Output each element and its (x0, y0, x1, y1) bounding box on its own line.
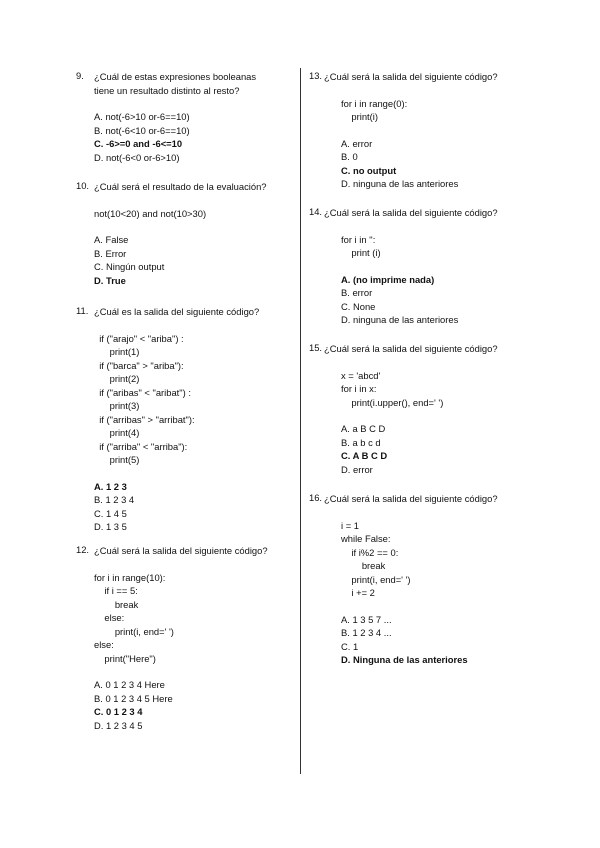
code-block (94, 332, 293, 467)
code-line: x = 'abcd' (341, 369, 381, 381)
answer-options (94, 233, 293, 287)
question-prompt: ¿Cuál será la salida del siguiente código? (324, 207, 498, 218)
option: B. a b c d (341, 436, 381, 448)
answer-options (94, 678, 293, 732)
option: D. ninguna de las anteriores (341, 314, 459, 325)
option: B. 0 (341, 151, 358, 162)
code-line: print(3) (94, 400, 140, 411)
option: A. False (94, 234, 129, 245)
option: A. 0 1 2 3 4 Here (94, 679, 165, 690)
code-line: if ("arriba" < "arriba"): (94, 440, 188, 452)
option: B. Error (94, 247, 127, 259)
question-prompt: ¿Cuál de estas expresiones booleanas (94, 71, 257, 82)
question-prompt: ¿Cuál será la salida del siguiente código? (94, 545, 268, 556)
code-line: if i == 5: (94, 585, 138, 596)
question-prompt: ¿Cuál será la salida del siguiente código? (324, 71, 498, 82)
question-number: 9. (76, 70, 84, 81)
code-line: i = 1 (341, 519, 359, 531)
code-line: for i in x: (341, 383, 377, 394)
correct-option: D. True (94, 274, 126, 286)
question-number: 14. (309, 206, 323, 217)
code-block (341, 97, 539, 124)
question-number: 11. (76, 305, 89, 316)
question-body (324, 342, 539, 476)
option: A. a B C D (341, 423, 386, 434)
code-block (341, 519, 539, 600)
code-line: print (i) (341, 247, 381, 258)
code-line: if ("arribas" > "arribat"): (94, 413, 195, 425)
correct-option: D. Ninguna de las anteriores (341, 654, 468, 665)
question-body (94, 70, 293, 164)
question-12 (78, 544, 293, 732)
option: A. error (341, 137, 373, 149)
code-line: break (94, 598, 139, 610)
correct-option: C. -6>=0 and -6<=10 (94, 138, 183, 149)
option: D. 1 3 5 (94, 521, 127, 532)
question-15 (309, 342, 539, 476)
question-body (94, 180, 293, 287)
question-body (94, 305, 293, 534)
question-13 (309, 70, 539, 191)
option: C. 1 (341, 640, 359, 652)
question-body (94, 544, 293, 732)
question-prompt: ¿Cuál es la salida del siguiente código? (94, 306, 260, 317)
question-body (324, 70, 539, 191)
code-line: while False: (341, 533, 391, 544)
option: B. 1 2 3 4 ... (341, 627, 392, 638)
code-line: not(10<20) and not(10>30) (94, 207, 207, 219)
code-line: print(i, end=' ') (94, 625, 174, 637)
answer-options (94, 480, 293, 534)
code-line: if ("aribas" < "aribat") : (94, 386, 191, 398)
code-line: else: (94, 612, 125, 623)
code-line: for i in '': (341, 233, 376, 245)
option: C. None (341, 300, 376, 312)
code-line: if ("barca" > "ariba"): (94, 359, 184, 371)
option: C. 1 4 5 (94, 507, 127, 519)
option: A. 1 3 5 7 ... (341, 613, 392, 625)
question-prompt: ¿Cuál será la salida del siguiente código? (324, 343, 498, 354)
question-number: 16. (309, 492, 323, 503)
question-body (324, 492, 539, 667)
option: B. 0 1 2 3 4 5 Here (94, 692, 173, 704)
code-line: print(4) (94, 427, 140, 438)
option: B. error (341, 287, 373, 298)
option: B. not(-6<10 or-6==10) (94, 124, 190, 136)
option: D. error (341, 463, 373, 475)
option: D. not(-6<0 or-6>10) (94, 151, 180, 163)
option: C. Ningún output (94, 261, 165, 272)
code-line: else: (94, 639, 114, 650)
question-body (324, 206, 539, 327)
correct-option: A. 1 2 3 (94, 480, 127, 492)
code-line: if ("arajo" < "ariba") : (94, 332, 184, 344)
correct-option: C. A B C D (341, 450, 388, 461)
answer-options (94, 110, 293, 164)
answer-options (341, 422, 539, 476)
code-line: for i in range(0): (341, 97, 408, 109)
question-number: 15. (309, 342, 323, 353)
correct-option: C. 0 1 2 3 4 (94, 706, 143, 717)
answer-options (341, 613, 539, 667)
code-line: print("Here") (94, 652, 156, 664)
question-number: 13. (309, 70, 323, 81)
code-line: print(1) (94, 346, 140, 357)
code-line: break (341, 560, 386, 571)
code-line: for i in range(10): (94, 571, 166, 583)
question-16 (309, 492, 539, 667)
correct-option: C. no output (341, 164, 397, 176)
option: D. ninguna de las anteriores (341, 178, 459, 189)
code-line: print(i, end=' ') (341, 573, 411, 585)
option: A. not(-6>10 or-6==10) (94, 111, 190, 122)
option: B. 1 2 3 4 (94, 494, 135, 505)
code-line: if i%2 == 0: (341, 546, 399, 558)
correct-option: A. (no imprime nada) (341, 273, 435, 285)
question-number: 10. (76, 180, 90, 191)
question-number: 12. (76, 544, 90, 555)
question-14 (309, 206, 539, 327)
code-block (94, 207, 293, 221)
code-block (94, 571, 293, 666)
code-block (341, 369, 539, 410)
answer-options (341, 137, 539, 191)
code-line: print(i.upper(), end=' ') (341, 396, 444, 408)
question-11 (78, 305, 293, 534)
code-line: print(i) (341, 111, 378, 122)
code-line: print(2) (94, 373, 140, 384)
question-10 (78, 180, 293, 287)
answer-options (341, 273, 539, 327)
question-prompt: ¿Cuál será el resultado de la evaluación? (94, 181, 267, 192)
code-line: i += 2 (341, 587, 375, 598)
question-prompt-cont: tiene un resultado distinto al resto? (94, 84, 240, 96)
column-divider (300, 68, 301, 774)
code-line: print(5) (94, 454, 140, 465)
option: D. 1 2 3 4 5 (94, 719, 143, 731)
question-9 (78, 70, 293, 164)
code-block (341, 233, 539, 260)
question-prompt: ¿Cuál será la salida del siguiente código? (324, 493, 498, 504)
